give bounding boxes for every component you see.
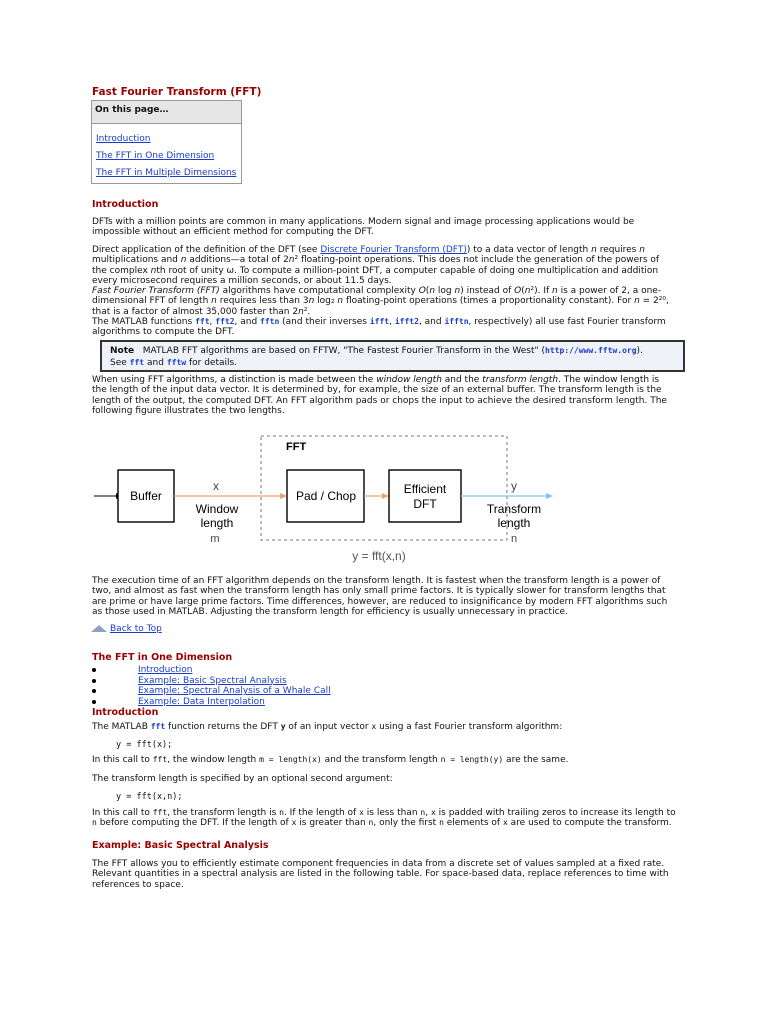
efficient-label: Efficient bbox=[403, 482, 447, 496]
link-introduction[interactable]: Introduction bbox=[138, 665, 193, 675]
fft-label: FFT bbox=[286, 441, 307, 453]
bullet-icon bbox=[92, 668, 96, 672]
dft-paragraph: Direct application of the definition of the DFT (see Discrete Fourier Transform (DFT)) to a data vector of length n requires n multiplications and n additions—a total of 2n² floating-point operations. This does not include the generation of the powers of the complex nth root of unity ω. To compute a million-point DFT, a computer capable of doing one multiplication and addition every microsecond requires a million seconds, or about 11.5 days. Fast Fourier Transform (FFT) algorithms have computational complexity O(n log n) instead of O(n²). If n is a power of 2, a one-dimensional FFT of length n requires less than 3n log₂ n floating-point operations (times a proportionality constant). For n = 2²⁰, that is a factor of almost 35,000 faster than 2n². The MATLAB functions fft, fft2, and fftn (and their inverses ifft, ifft2, and ifftn, respectively) all use fast Fourier transform algorithms to compute the DFT. bbox=[92, 245, 669, 338]
note-text-a: MATLAB FFT algorithms are based on FFTW, "The Fastest Fourier Transform in the West" ( bbox=[142, 346, 545, 356]
window-label: Window bbox=[195, 502, 239, 516]
m-label: m bbox=[210, 533, 220, 545]
link-basic-spectral-analysis[interactable]: Example: Basic Spectral Analysis bbox=[138, 675, 287, 686]
transform-label: Transform bbox=[486, 502, 542, 516]
call-paragraph-2: In this call to fft, the transform length is n. If the length of x is less than n, x is padded with trailing zeros to increase its length to n before computing the DFT. If the length of x is greater than n, only the first n elements of x are used to compute the transform. bbox=[92, 808, 676, 829]
execution-time-paragraph: The execution time of an FFT algorithm depends on the transform length. It is fastest when the transform length is a power of two, and almost as fast when the transform length has only small prime factors. It is typically slower for transform lengths that are prime or have large prime factors. Time differences, however, are reduced to insignificance by modern FFT algorithms such as those used in MATLAB. Adjusting the transform length for efficiency is usually unnecessary in practice. bbox=[92, 576, 668, 617]
code-example-2: y = fft(x,n); bbox=[116, 792, 183, 802]
window-length-label: length bbox=[200, 516, 234, 530]
efficient-dft-box bbox=[389, 470, 461, 522]
note-label: Note bbox=[110, 346, 135, 356]
toc-box bbox=[91, 100, 242, 184]
toc-heading: On this page… bbox=[92, 101, 241, 124]
toc-link-introduction[interactable]: Introduction bbox=[96, 134, 151, 144]
buffer-label: Buffer bbox=[130, 489, 162, 503]
y-label: y bbox=[511, 479, 517, 493]
link-whale-call[interactable]: Example: Spectral Analysis of a Whale Call bbox=[138, 686, 331, 696]
fft-ref-link[interactable]: fft bbox=[129, 358, 145, 367]
note-see: See bbox=[110, 358, 127, 368]
transform-length-paragraph: The transform length is specified by an optional second argument: bbox=[92, 774, 393, 784]
transform-length-label: length bbox=[497, 516, 531, 530]
fft-formula: y = fft(x,n) bbox=[352, 549, 406, 563]
window-length-paragraph: When using FFT algorithms, a distinction is made between the window length and the transform length. The window length is the length of the input data vector. It is determined by, for example, the size of an external buffer. The transform length is the length of the output, the computed DFT. An FFT algorithm pads or chops the input to achieve the desired transform length. The following figure illustrates the two lengths. bbox=[92, 375, 667, 416]
note-and: and bbox=[147, 358, 164, 368]
bullet-icon bbox=[92, 700, 96, 704]
dft-link[interactable]: Discrete Fourier Transform (DFT) bbox=[320, 245, 467, 255]
x-label: x bbox=[213, 479, 219, 493]
dft-label: DFT bbox=[413, 497, 437, 511]
fft-length-diagram bbox=[90, 428, 570, 568]
section-heading-introduction: Introduction bbox=[92, 199, 159, 210]
bullet-icon bbox=[92, 679, 96, 683]
note-text-b: ). bbox=[636, 346, 643, 356]
link-data-interpolation[interactable]: Example: Data Interpolation bbox=[138, 696, 265, 707]
pad-chop-label: Pad / Chop bbox=[295, 489, 357, 503]
intro-paragraph: DFTs with a million points are common in many applications. Modern signal and image processing applications would be impossible without an efficient method for computing the DFT. bbox=[92, 217, 635, 238]
spectral-paragraph: The FFT allows you to efficiently estimate component frequencies in data from a discrete set of values sampled at a fixed rate. Relevant quantities in a spectral analysis are listed in the following table. For space-based data, replace references to time with references to space. bbox=[92, 859, 669, 890]
bullet-icon bbox=[92, 689, 96, 693]
code-example-1: y = fft(x); bbox=[116, 740, 173, 750]
page-title: Fast Fourier Transform (FFT) bbox=[92, 86, 262, 98]
fftw-ref-link[interactable]: fftw bbox=[166, 358, 187, 367]
back-to-top-link[interactable]: Back to Top bbox=[110, 624, 162, 634]
note-details: for details. bbox=[188, 358, 238, 368]
back-to-top[interactable] bbox=[91, 624, 162, 634]
section-heading-one-dimension: The FFT in One Dimension bbox=[92, 652, 233, 663]
subsection-heading-introduction: Introduction bbox=[92, 707, 159, 718]
fft-function-paragraph: The MATLAB fft function returns the DFT y of an input vector x using a fast Fourier transform algorithm: bbox=[92, 722, 563, 732]
toc-link-one-dimension[interactable]: The FFT in One Dimension bbox=[96, 151, 215, 161]
up-triangle-icon bbox=[91, 625, 107, 632]
subsection-heading-basic-spectral: Example: Basic Spectral Analysis bbox=[92, 840, 269, 851]
note-box bbox=[100, 340, 685, 372]
toc-link-multiple-dimensions[interactable]: The FFT in Multiple Dimensions bbox=[96, 168, 237, 178]
n-label: n bbox=[510, 533, 518, 545]
call-paragraph-1: In this call to fft, the window length m = length(x) and the transform length n = length(y) are the same. bbox=[92, 755, 569, 765]
fftw-url-link[interactable]: http://www.fftw.org bbox=[545, 346, 637, 355]
